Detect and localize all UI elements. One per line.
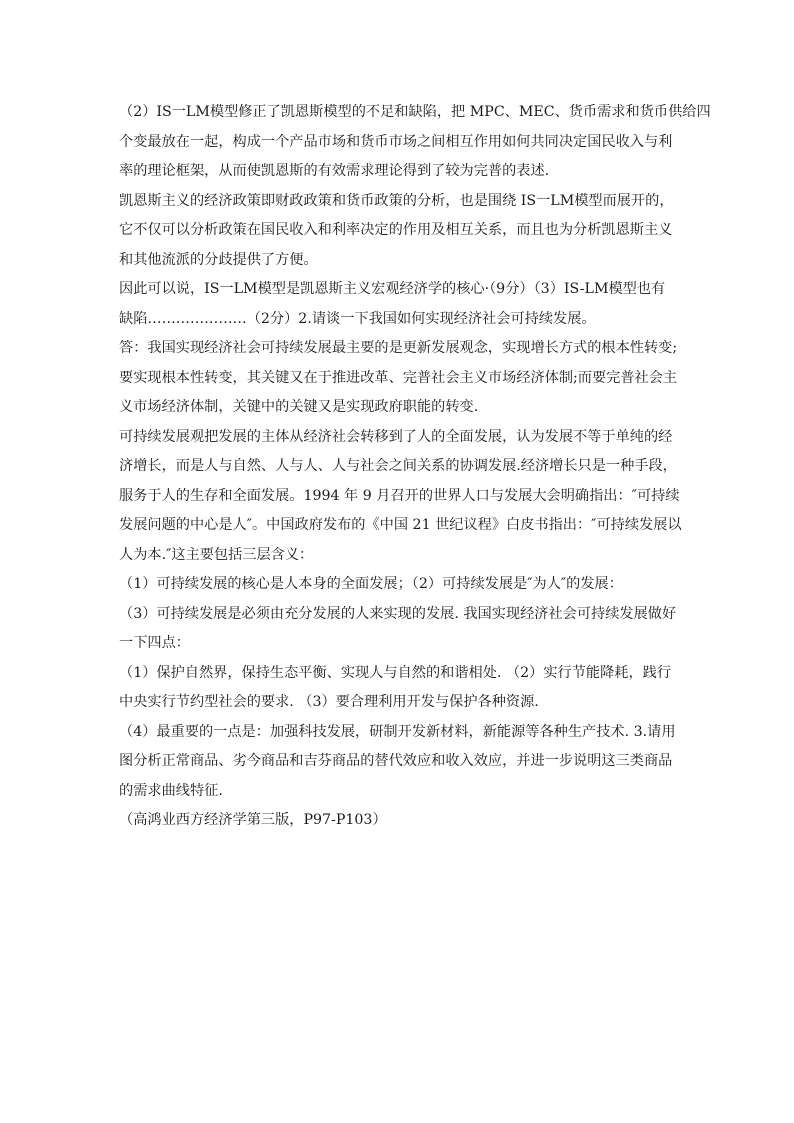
- text-line: 发展问题的中心是人″。中国政府发布的《中国 21 世纪议程》白皮书指出：″可持续发展以: [119, 517, 682, 533]
- text-line: （3）可持续发展是必须由充分发展的人来实现的发展. 我国实现经济社会可持续发展做好: [119, 605, 677, 622]
- paragraph: [119, 275, 679, 334]
- text-line: 凯恩斯主义的经济政策即财政政策和货币政策的分析，也是围绕 IS一LM模型而展开的，: [119, 192, 674, 209]
- paragraph: [119, 98, 711, 187]
- paragraph: [119, 600, 679, 659]
- paragraph: [119, 718, 679, 807]
- paragraph: [119, 806, 679, 836]
- text-line: 和其他流派的分歧提供了方便。: [119, 251, 318, 268]
- text-line: （1）可持续发展的核心是人本身的全面发展；（2）可持续发展是″为人″的发展：: [119, 576, 623, 592]
- text-line: 答：我国实现经济社会可持续发展最主要的是更新发展观念，实现增长方式的根本性转变;: [119, 340, 678, 356]
- text-line: 一下四点：: [119, 635, 190, 651]
- text-line: 的需求曲线特征.: [119, 782, 223, 799]
- text-line: 义市场经济体制，关键中的关键又是实现政府职能的转变.: [119, 399, 479, 415]
- text-line: 率的理论框架，从而使凯恩斯的有效需求理论得到了较为完普的表述.: [119, 163, 550, 179]
- text-line: 要实现根本性转变，其关键又在于推进改革、完普社会主义市场经济体制;而要完普社会主: [119, 369, 678, 386]
- text-line: 济增长，而是人与自然、人与人、人与社会之间关系的协调发展.经济增长只是一种手段，: [119, 458, 677, 474]
- paragraph: [119, 334, 679, 423]
- paragraph: [119, 570, 679, 600]
- text-line: （高鸿业西方经济学第三版，P97-P103）: [119, 812, 387, 828]
- text-line: 可持续发展观把发展的主体从经济社会转移到了人的全面发展，认为发展不等于单纯的经: [119, 428, 673, 445]
- text-line: 中央实行节约型社会的要求. （3）要合理利用开发与保护各种资源.: [119, 694, 539, 710]
- paragraph: [119, 659, 679, 718]
- text-line: 它不仅可以分析政策在国民收入和利率决定的作用及相互关系，而且也为分析凯恩斯主义: [119, 222, 673, 238]
- text-line: （2）IS一LM模型修正了凯恩斯模型的不足和缺陷，把 MPC、MEC、货币需求和货币供给四: [119, 104, 711, 120]
- text-line: 服务于人的生存和全面发展。1994 年 9 月召开的世界人口与发展大会明确指出：″可持续: [119, 487, 680, 504]
- text-line: 图分析正常商品、劣今商品和吉芬商品的替代效应和收入效应，并进一步说明这三类商品: [119, 753, 673, 769]
- text-line: 人为本.″这主要包括三层含义：: [119, 546, 314, 563]
- text-line: （4）最重要的一点是：加强科技发展，研制开发新材料，新能源等各种生产技术. 3.请用: [119, 723, 676, 740]
- paragraph: [119, 187, 679, 276]
- text-line: 缺陷…………………（2分）2.请谈一下我国如何实现经济社会可持续发展。: [119, 310, 596, 327]
- paragraph: [119, 423, 682, 571]
- document-body: [119, 98, 711, 836]
- text-line: （1）保护自然界，保持生态平衡、实现人与自然的和谐相处. （2）实行节能降耗，践行: [119, 664, 672, 681]
- text-line: 因此可以说，IS一LM模型是凯恩斯主义宏观经济学的核心·（9分）（3）IS-LM模型也有: [119, 281, 666, 297]
- text-line: 个变最放在一起，构成一个产品市场和货币市场之间相互作用如何共同决定国民收入与利: [119, 133, 673, 150]
